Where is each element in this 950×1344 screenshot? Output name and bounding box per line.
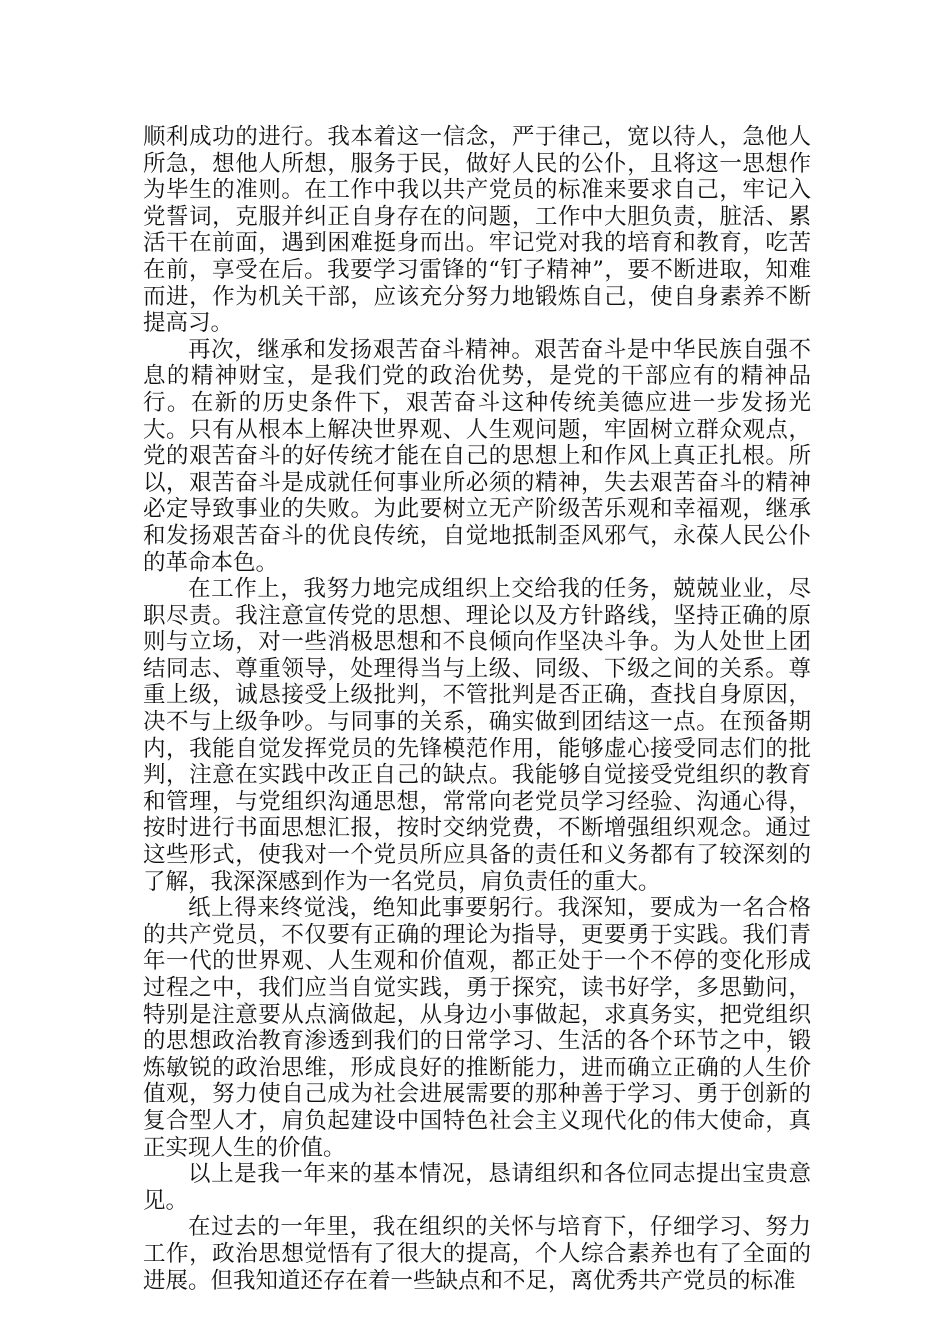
paragraph-3: 在工作上，我努力地完成组织上交给我的任务，兢兢业业，尽职尽责。我注意宣传党的思想、理论以及方针路线，坚持正确的原则与立场，对一些消极思想和不良倾向作坚决斗争。为人处世上团结同志、尊重领导，处理得当与上级、同级、下级之间的关系。尊重上级，诚恳接受上级批判，不管批判是否正确，查找自身原因，决不与上级争吵。与同事的关系，确实做到团结这一点。在预备期内，我能自觉发挥党员的先锋模范作用，能够虚心接受同志们的批判，注意在实践中改正自己的缺点。我能够自觉接受党组织的教育和管理，与党组织沟通思想，常常向老党员学习经验、沟通心得，按时进行书面思想汇报，按时交纳党费，不断增强组织观念。通过这些形式，使我对一个党员所应具备的责任和义务都有了较深刻的了解，我深深感到作为一名党员，肩负责任的重大。	[143, 576, 811, 895]
paragraph-4: 纸上得来终觉浅，绝知此事要躬行。我深知，要成为一名合格的共产党员，不仅要有正确的理论为指导，更要勇于实践。我们青年一代的世界观、人生观和价值观，都正处于一个不停的变化形成过程之中，我们应当自觉实践，勇于探究，读书好学，多思勤问，特别是注意要从点滴做起，从身边小事做起，求真务实，把党组织的思想政治教育渗透到我们的日常学习、生活的各个环节之中，锻炼敏锐的政治思维，形成良好的推断能力，进而确立正确的人生价值观，努力使自己成为社会进展需要的那种善于学习、勇于创新的复合型人才，肩负起建设中国特色社会主义现代化的伟大使命，真正实现人生的价值。	[143, 895, 811, 1161]
paragraph-6: 在过去的一年里，我在组织的关怀与培育下，仔细学习、努力工作，政治思想觉悟有了很大的提高，个人综合素养也有了全面的进展。但我知道还存在着一些缺点和不足，离优秀共产党员的标准	[143, 1214, 811, 1294]
paragraph-2: 再次，继承和发扬艰苦奋斗精神。艰苦奋斗是中华民族自强不息的精神财宝，是我们党的政治优势，是党的干部应有的精神品行。在新的历史条件下，艰苦奋斗这种传统美德应进一步发扬光大。只有从根本上解决世界观、人生观问题，牢固树立群众观点，党的艰苦奋斗的好传统才能在自己的思想上和作风上真正扎根。所以，艰苦奋斗是成就任何事业所必须的精神，失去艰苦奋斗的精神必定导致事业的失败。为此要树立无产阶级苦乐观和幸福观，继承和发扬艰苦奋斗的优良传统，自觉地抵制歪风邪气，永葆人民公仆的革命本色。	[143, 336, 811, 576]
paragraph-5: 以上是我一年来的基本情况，恳请组织和各位同志提出宝贵意见。	[143, 1161, 811, 1214]
document-body	[143, 124, 811, 1294]
paragraph-1: 顺利成功的进行。我本着这一信念，严于律己，宽以待人，急他人所急，想他人所想，服务于民，做好人民的公仆，且将这一思想作为毕生的准则。在工作中我以共产党员的标准来要求自己，牢记入党誓词，克服并纠正自身存在的问题，工作中大胆负责，脏活、累活干在前面，遇到困难挺身而出。牢记党对我的培育和教育，吃苦在前，享受在后。我要学习雷锋的“钉子精神”，要不断进取，知难而进，作为机关干部，应该充分努力地锻炼自己，使自身素养不断提高习。	[143, 124, 811, 337]
